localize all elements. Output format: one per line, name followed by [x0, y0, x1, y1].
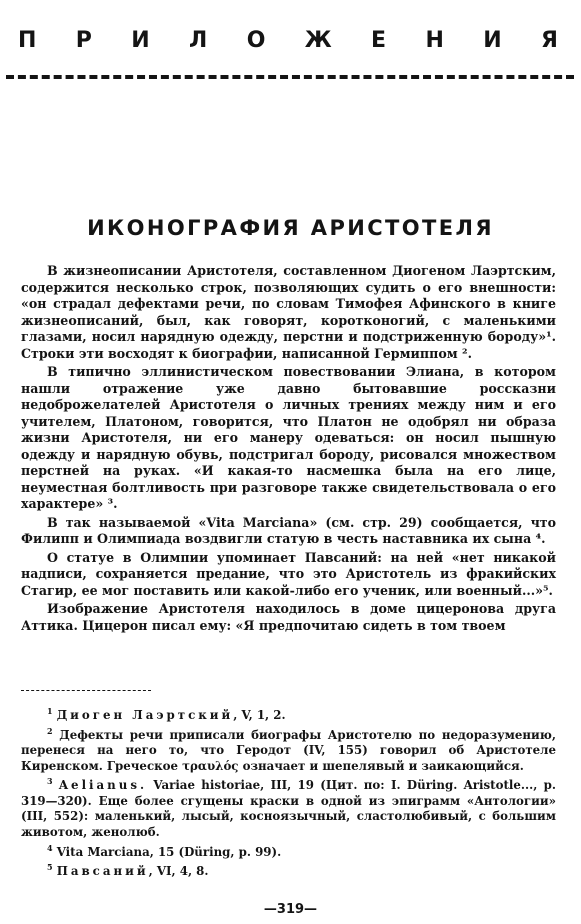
paragraph: О статуе в Олимпии упоминает Павсаний: на ней «нет никакой надписи, сохраняется предание, что это Аристотель из фракийских Стагир, ее мог поставить или какой-либо его ученик, или военный...»⁵. [21, 549, 556, 598]
footnote [21, 774, 556, 840]
header-letter: Н [425, 28, 444, 53]
footnote-divider [21, 690, 151, 691]
footnote-number: 2 [47, 725, 53, 736]
footnote-text: , V, 1, 2. [233, 707, 286, 722]
header-letter: И [131, 28, 150, 53]
header-letter: Е [371, 28, 387, 53]
paragraph: В типично эллинистическом повествовании Элиана, в котором нашли отражение уже давно бытовавшие россказни недоброжелателей Аристотеля о личных трениях между ним и его учителем, Платоном, говорится, что Платон не одобрял ни образа жизни Аристотеля, ни его манеру одеваться: он носил пышную одежду и нарядную обувь, подстригал бороду, рисовался множеством перстней на руках. «И какая-то насмешка была на его лице, неуместная болтливость при разговоре также свидетельствовала о его характере» ³. [21, 364, 556, 511]
header-letter: Р [75, 28, 92, 53]
footnote-author: Диоген Лаэртский [56, 707, 234, 722]
footnote-author: Aelianus. [58, 778, 148, 793]
paragraph: В так называемой «Vita Marciana» (см. стр. 29) сообщается, что Филипп и Олимпиада воздвигли статую в честь наставника их сына ⁴. [21, 514, 556, 546]
chapter-title: ИКОНОГРАФИЯ АРИСТОТЕЛЯ [87, 216, 494, 240]
running-header [18, 28, 558, 54]
footnote-author: Павсаний [56, 863, 149, 878]
footnote-text: Variae historiae, III, 19 (Цит. по: I. Düring. Aristotle..., p. 319—320). Еще более сгущены краски в одной из эпиграмм «Антологии» (III, 552): маленький, лысый, косноязычный, сластолюбивый, с большим животом, женолюб. [21, 778, 556, 839]
body-text [21, 263, 556, 636]
footnote [21, 841, 556, 861]
header-divider [6, 75, 574, 79]
footnote-text: Дефекты речи приписали биографы Аристотелю по недоразумению, перенеся на него то, что Геродот (IV, 155) говорил об Аристотеле Киренском. Греческое τραυλός означает и шепелявый и заикающийся. [21, 727, 557, 773]
header-letter: И [483, 28, 502, 53]
paragraph: Изображение Аристотеля находилось в доме цицеронова друга Аттика. Цицерон писал ему: «Я предпочитаю сидеть в том твоем [21, 601, 556, 633]
paragraph: В жизнеописании Аристотеля, составленном Диогеном Лаэртским, содержится несколько строк, позволяющих судить о его внешности: «он страдал дефектами речи, по словам Тимофея Афинского в книге жизнеописаний, был, как говорят, коротконогий, с маленькими глазами, носил нарядную одежду, перстни и подстриженную бороду»¹. Строки эти восходят к биографии, написанной Гермиппом ². [21, 263, 556, 361]
footnote [21, 724, 556, 775]
footnote-text: Vita Marciana, 15 (Düring, p. 99). [56, 844, 282, 859]
header-letter: О [246, 28, 266, 53]
footnote-text: , VI, 4, 8. [148, 863, 209, 878]
footnote [21, 704, 556, 724]
page-number: —319— [263, 902, 318, 917]
header-letter: П [18, 28, 37, 53]
footnote [21, 860, 556, 880]
footnote-number: 1 [47, 706, 53, 716]
footnote-number: 3 [47, 776, 53, 787]
footnote-number: 4 [47, 842, 53, 853]
header-letter: Я [541, 28, 558, 53]
footnotes [21, 704, 556, 880]
header-letter: Ж [304, 28, 332, 53]
header-letter: Л [189, 28, 208, 53]
footnote-number: 5 [47, 862, 53, 873]
